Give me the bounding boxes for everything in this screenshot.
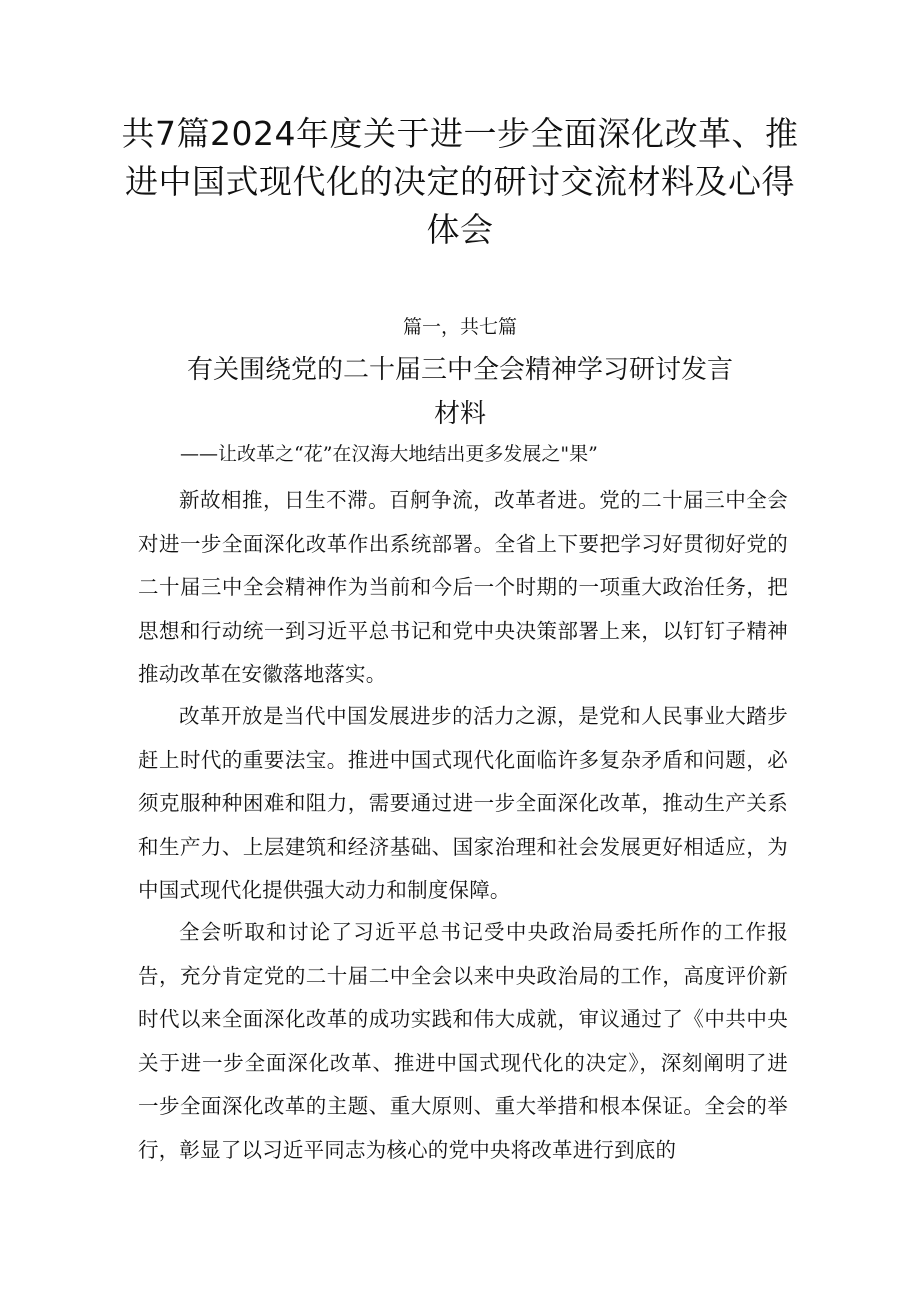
body-paragraph: 改革开放是当代中国发展进步的活力之源，是党和人民事业大踏步赶上时代的重要法宝。推进中国式现代化面临许多复杂矛盾和问题，必须克服种种困难和阻力，需要通过进一步全面深化改革，推动生产关系和生产力、上层建筑和经济基础、国家治理和社会发展更好相适应，为中国式现代化提供强大动力和制度保障。 xyxy=(138,704,788,903)
document-title: 共7篇2024年度关于进一步全面深化改革、推进中国式现代化的决定的研讨交流材料及心得体会 xyxy=(121,114,799,249)
part-label: 篇一，共七篇 xyxy=(402,316,517,338)
body-paragraph: 全会听取和讨论了习近平总书记受中央政治局委托所作的工作报告，充分肯定党的二十届二中全会以来中央政治局的工作，高度评价新时代以来全面深化改革的成功实践和伟大成就，审议通过了《中共中央关于进一步全面深化改革、推进中国式现代化的决定》，深刻阐明了进一步全面深化改革的主题、重大原则、重大举措和根本保证。全会的举行，彰显了以习近平同志为核心的党中央将改革进行到底的 xyxy=(138,920,788,1162)
body-paragraph: 新故相推，日生不滞。百舸争流，改革者进。党的二十届三中全会对进一步全面深化改革作出系统部署。全省上下要把学习好贯彻好党的二十届三中全会精神作为当前和今后一个时期的一项重大政治任务，把思想和行动统一到习近平总书记和党中央决策部署上来，以钉钉子精神推动改革在安徽落地落实。 xyxy=(138,488,788,687)
article-title: 有关围绕党的二十届三中全会精神学习研讨发言材料 xyxy=(186,355,733,429)
article-subtitle: ——让改革之“花”在汉海大地结出更多发展之"果” xyxy=(180,443,598,465)
